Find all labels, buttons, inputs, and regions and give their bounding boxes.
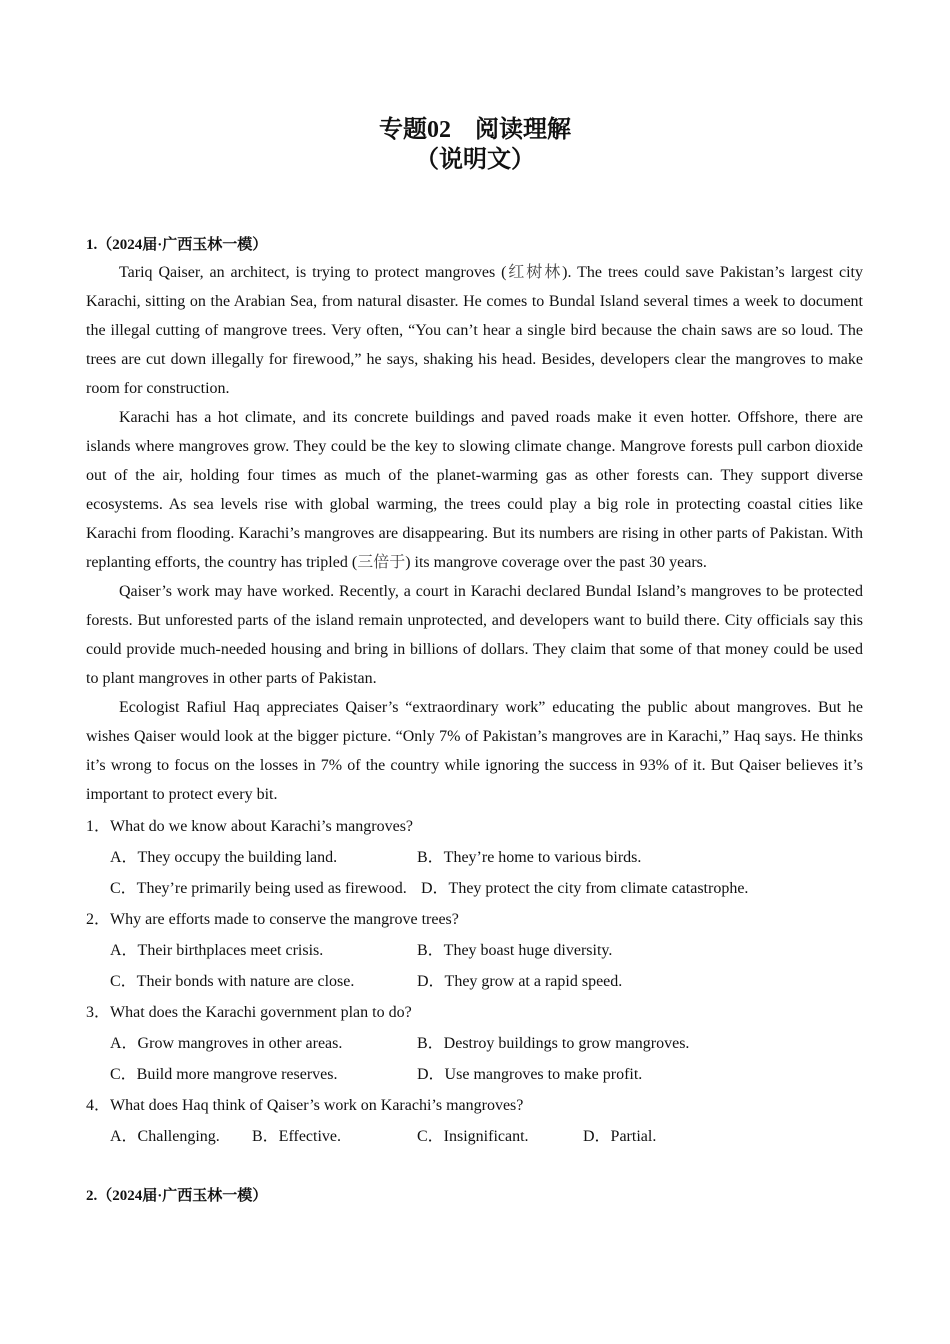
option-d: D．Use mangroves to make profit.	[417, 1066, 643, 1083]
question-stem: 1．What do we know about Karachi’s mangroves?	[86, 818, 414, 835]
section-heading: 2.（2024届·广西玉林一模）	[86, 1188, 268, 1204]
option-b: B．They’re home to various birds.	[417, 849, 642, 866]
option-c: C．Build more mangrove reserves.	[110, 1066, 338, 1083]
paragraph	[86, 577, 863, 693]
chinese-gloss: 三倍于	[357, 554, 406, 571]
option-a: A．Their birthplaces meet crisis.	[110, 942, 324, 959]
option-c: C．Insignificant.	[417, 1128, 529, 1145]
question-stem: 3．What does the Karachi government plan to do?	[86, 1004, 412, 1021]
paragraph	[86, 403, 863, 577]
paragraph-text: ) its mangrove coverage over the past 30 years.	[405, 554, 707, 571]
option-d: D．They grow at a rapid speed.	[417, 973, 623, 990]
option-d: D．They protect the city from climate catastrophe.	[421, 880, 749, 897]
option-b: B．They boast huge diversity.	[417, 942, 613, 959]
option-a: A．Challenging.	[110, 1128, 220, 1145]
option-c: C．Their bonds with nature are close.	[110, 973, 355, 990]
reading-passage	[86, 258, 863, 809]
chinese-gloss: 红树林	[506, 264, 563, 281]
question-list	[86, 811, 886, 1152]
option-a: A．They occupy the building land.	[110, 849, 338, 866]
option-b: B．Effective.	[252, 1128, 342, 1145]
section-heading: 1.（2024届·广西玉林一模）	[86, 237, 268, 253]
option-d: D．Partial.	[583, 1128, 657, 1145]
paragraph-text: Tariq Qaiser, an architect, is trying to protect mangroves (	[119, 264, 507, 281]
paragraph-text: Qaiser’s work may have worked. Recently, a court in Karachi declared Bundal Island’s mangroves to be protected forests. But unforested parts of the island remain unprotected, and developers want to build there. City officials say this could provide much-needed housing and bring in billions of dollars. They claim that some of that money could be used to plant mangroves in other parts of Pakistan.	[86, 583, 863, 687]
option-c: C．They’re primarily being used as firewood.	[110, 880, 407, 897]
page-subtitle: （说明文）	[415, 147, 535, 173]
question-stem: 4．What does Haq think of Qaiser’s work on Karachi’s mangroves?	[86, 1097, 524, 1114]
paragraph	[86, 258, 863, 403]
page-title: 专题02 阅读理解	[379, 117, 571, 143]
paragraph-text: ). The trees could save Pakistan’s largest city Karachi, sitting on the Arabian Sea, from natural disaster. He comes to Bundal Island several times a week to document the illegal cutting of mangrove trees. Very often, “You can’t hear a single bird because the chain saws are so loud. The trees are cut down illegally for firewood,” he says, shaking his head. Besides, developers clear the mangroves to make room for construction.	[86, 264, 863, 397]
paragraph-text: Karachi has a hot climate, and its concrete buildings and paved roads make it even hotter. Offshore, there are islands where mangroves grow. They could be the key to slowing climate change. Mangrove forests pull carbon dioxide out of the air, holding four times as much of the planet-warming gas as other forests can. They support diverse ecosystems. As sea levels rise with global warming, the trees could play a big role in protecting coastal cities like Karachi from flooding. Karachi’s mangroves are disappearing. But its numbers are rising in other parts of Pakistan. With replanting efforts, the country has tripled (	[86, 409, 863, 571]
paragraph	[86, 693, 863, 809]
paragraph-text: Ecologist Rafiul Haq appreciates Qaiser’s “extraordinary work” educating the public about mangroves. But he wishes Qaiser would look at the bigger picture. “Only 7% of Pakistan’s mangroves are in Karachi,” Haq says. He thinks it’s wrong to focus on the losses in 7% of the country while ignoring the success in 93% of it. But Qaiser believes it’s important to protect every bit.	[86, 699, 863, 803]
question-stem: 2．Why are efforts made to conserve the mangrove trees?	[86, 911, 459, 928]
option-b: B．Destroy buildings to grow mangroves.	[417, 1035, 690, 1052]
option-a: A．Grow mangroves in other areas.	[110, 1035, 343, 1052]
